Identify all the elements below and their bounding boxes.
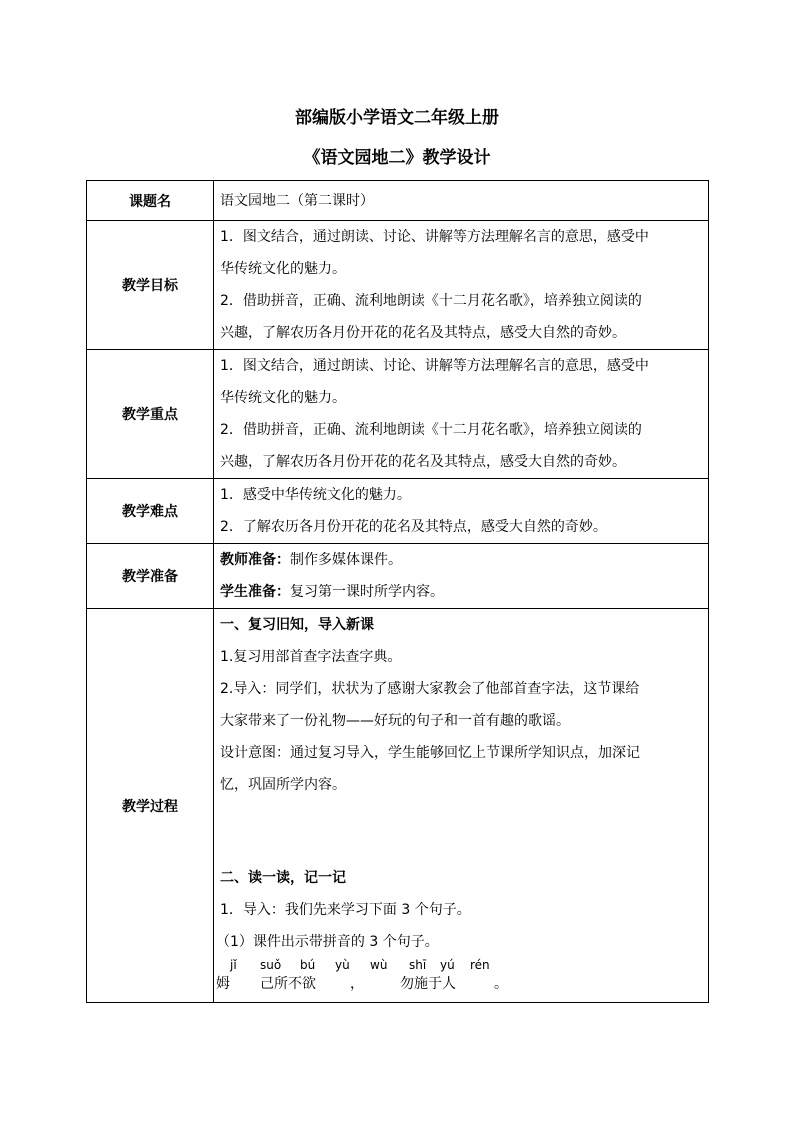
hanzi-text: 己所不欲	[260, 976, 316, 992]
student-prep	[214, 576, 708, 608]
goals-line: 华传统文化的魅力。	[220, 261, 346, 277]
row-label-key-points: 教学重点	[87, 350, 214, 479]
section-heading-read: 二、读一读，记一记	[220, 870, 346, 886]
table-row-process	[87, 609, 709, 1003]
pinyin-syllable: shī	[409, 958, 427, 972]
teacher-prep-value: 制作多媒体课件。	[290, 552, 402, 568]
pinyin-syllable: suǒ	[260, 958, 282, 972]
row-label-difficulties: 教学难点	[87, 479, 214, 544]
key-points-line: 兴趣，了解农历各月份开花的花名及其特点，感受大自然的奇妙。	[220, 454, 626, 470]
pinyin-syllable: yú	[440, 958, 455, 972]
goals-line: 2．借助拼音，正确、流利地朗读《十二月花名歌》，培养独立阅读的	[220, 293, 642, 309]
student-prep-label: 学生准备：	[220, 584, 290, 600]
row-label-topic: 课题名	[87, 181, 214, 221]
row-label-goals: 教学目标	[87, 221, 214, 350]
table-row-goals	[87, 221, 709, 350]
section-heading-review: 一、复习旧知，导入新课	[220, 617, 374, 633]
topic-value: 语文园地二（第二课时）	[220, 192, 374, 209]
table-row-key-points	[87, 350, 709, 479]
difficulties-line: 1．感受中华传统文化的魅力。	[220, 487, 411, 503]
hanzi-text: 姆	[216, 976, 230, 992]
process-line: 大家带来了一份礼物——好玩的句子和一首有趣的歌谣。	[220, 713, 570, 729]
process-line: 1．导入：我们先来学习下面 3 个句子。	[220, 902, 471, 918]
pinyin-syllable: yù	[335, 958, 350, 972]
table-row-topic	[87, 181, 709, 221]
hanzi-text: 。	[494, 976, 508, 992]
row-label-preparation: 教学准备	[87, 544, 214, 609]
document-title: 部编版小学语文二年级上册	[295, 108, 499, 128]
table-row-preparation	[87, 544, 709, 609]
difficulties-line: 2．了解农历各月份开花的花名及其特点，感受大自然的奇妙。	[220, 519, 607, 535]
teacher-prep-label: 教师准备：	[220, 552, 290, 568]
student-prep-value: 复习第一课时所学内容。	[290, 584, 444, 600]
key-points-line: 1．图文结合，通过朗读、讨论、讲解等方法理解名言的意思，感受中	[220, 358, 649, 374]
process-line: 2.导入：同学们，状状为了感谢大家教会了他部首查字法，这节课给	[220, 681, 640, 697]
process-line: 1.复习用部首查字法查字典。	[220, 649, 402, 665]
pinyin-syllable: jǐ	[230, 958, 237, 972]
pinyin-sentence	[214, 958, 708, 998]
blank-space	[214, 801, 708, 862]
hanzi-text: ，	[350, 976, 364, 992]
process-line: 设计意图：通过复习导入，学生能够回忆上节课所学知识点，加深记	[220, 745, 640, 761]
row-label-process: 教学过程	[87, 609, 214, 1003]
pinyin-syllable: wù	[370, 958, 388, 972]
key-points-line: 2．借助拼音，正确、流利地朗读《十二月花名歌》，培养独立阅读的	[220, 422, 642, 438]
process-line: 忆，巩固所学内容。	[220, 777, 346, 793]
pinyin-syllable: rén	[470, 958, 490, 972]
teacher-prep	[214, 544, 708, 576]
lesson-plan-table	[86, 180, 709, 1003]
process-line: （1）课件出示带拼音的 3 个句子。	[216, 934, 439, 950]
goals-line: 兴趣，了解农历各月份开花的花名及其特点，感受大自然的奇妙。	[220, 325, 626, 341]
document-subtitle: 《语文园地二》教学设计	[303, 148, 491, 168]
goals-line: 1．图文结合，通过朗读、讨论、讲解等方法理解名言的意思，感受中	[220, 229, 649, 245]
hanzi-text: 勿施于人	[400, 976, 456, 992]
pinyin-syllable: bú	[300, 958, 316, 972]
key-points-line: 华传统文化的魅力。	[220, 390, 346, 406]
table-row-difficulties	[87, 479, 709, 544]
